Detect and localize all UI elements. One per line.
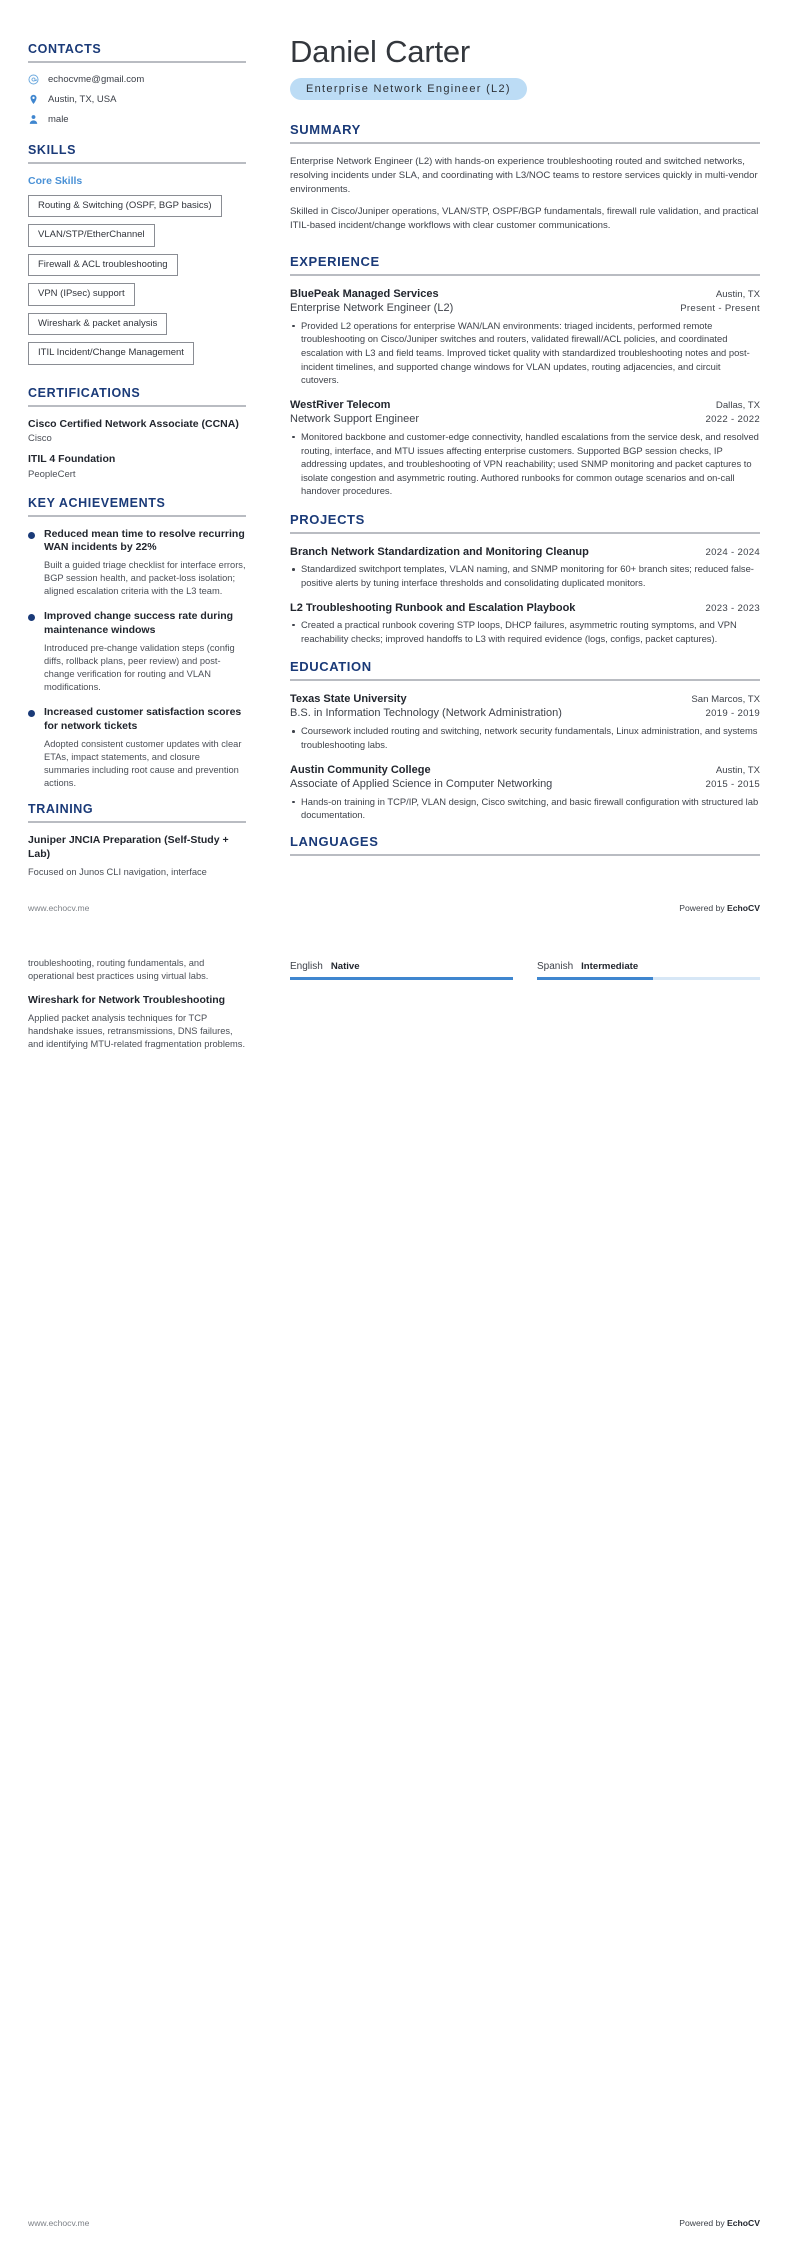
- achievement-description: Built a guided triage checklist for interface errors, BGP session health, and packet-loss isolation; aligned escalation criteria with the L3 team.: [44, 559, 246, 597]
- person-icon: [28, 114, 39, 125]
- section-divider: [290, 142, 760, 144]
- language-progress-track: [537, 977, 760, 980]
- skill-chip: Firewall & ACL troubleshooting: [28, 254, 178, 276]
- bullet-item: Hands-on training in TCP/IP, VLAN design, Cisco switching, and basic firewall configuration with structured lab documentation.: [290, 795, 760, 822]
- skill-chip: Wireshark & packet analysis: [28, 313, 167, 335]
- experience-bullets: [290, 319, 760, 387]
- location-pin-icon: [28, 94, 39, 105]
- footer-site: www.echocv.me: [28, 902, 90, 913]
- footer-powered-label: Powered by: [679, 2218, 728, 2228]
- achievement-description: Adopted consistent customer updates with clear ETAs, impact statements, and closure summaries including root cause and prevention actions.: [44, 738, 242, 789]
- footer-brand-name: EchoCV: [727, 2218, 760, 2228]
- language-name: Spanish: [537, 960, 574, 972]
- bullet-item: Coursework included routing and switching, network security fundamentals, Linux administration, and systems troubleshooting labs.: [290, 724, 760, 751]
- experience-title: Enterprise Network Engineer (L2): [290, 301, 454, 314]
- section-divider: [290, 679, 760, 681]
- contact-gender: [28, 114, 246, 125]
- skill-chip: ITIL Incident/Change Management: [28, 342, 194, 364]
- language-progress-fill: [290, 977, 513, 980]
- section-divider: [28, 405, 246, 407]
- sidebar: [0, 0, 268, 879]
- section-languages: [290, 834, 760, 856]
- email-icon: [28, 74, 39, 85]
- languages-heading: LANGUAGES: [290, 833, 379, 849]
- language-item: [290, 961, 513, 980]
- training-description: Focused on Junos CLI navigation, interface: [28, 866, 207, 877]
- section-education: [290, 659, 760, 822]
- skill-chip-list: [28, 195, 246, 372]
- certifications-heading: CERTIFICATIONS: [28, 385, 141, 400]
- summary-heading: SUMMARY: [290, 121, 361, 137]
- language-level: Intermediate: [581, 960, 639, 972]
- achievements-heading: KEY ACHIEVEMENTS: [28, 495, 166, 510]
- header-block: [290, 36, 760, 100]
- achievement-description: Introduced pre-change validation steps (config diffs, rollback plans, peer review) and post-change verification for routing and VLAN modifications.: [44, 642, 235, 693]
- education-location: San Marcos, TX: [691, 694, 760, 706]
- experience-heading: EXPERIENCE: [290, 253, 380, 269]
- experience-company: WestRiver Telecom: [290, 398, 391, 411]
- skill-chip: VLAN/STP/EtherChannel: [28, 224, 155, 246]
- achievement-item: [28, 610, 246, 694]
- language-progress-fill: [537, 977, 653, 980]
- section-contacts: [28, 42, 246, 125]
- experience-location: Austin, TX: [715, 288, 760, 300]
- education-dates: 2019 - 2019: [705, 708, 760, 720]
- sidebar-continued: [0, 957, 268, 1052]
- projects-heading: PROJECTS: [290, 512, 365, 528]
- education-item: [290, 763, 760, 822]
- training-item: [28, 994, 246, 1051]
- page-footer: [0, 903, 794, 913]
- section-certifications: [28, 386, 246, 480]
- footer-brand-name: EchoCV: [727, 902, 760, 913]
- certification-name: Cisco Certified Network Associate (CCNA): [28, 417, 239, 430]
- education-item: [290, 692, 760, 751]
- training-description-continued: troubleshooting, routing fundamentals, and operational best practices using virtual labs.: [28, 957, 209, 982]
- bullet-dot-icon: [28, 532, 35, 539]
- bullet-dot-icon: [28, 710, 35, 717]
- certification-org: Cisco: [28, 433, 52, 445]
- section-divider: [290, 274, 760, 276]
- training-description: Applied packet analysis techniques for TCP handshake issues, retransmissions, DNS failures, and identifying MTU-related fragmentation problems.: [28, 1012, 246, 1050]
- training-title: Wireshark for Network Troubleshooting: [28, 994, 226, 1007]
- language-name: English: [290, 960, 323, 972]
- summary-paragraph: Enterprise Network Engineer (L2) with hands-on experience troubleshooting routed and switched networks, resolving incidents under SLA, and coordinating with L3/NOC teams to restore services quickly in multi-vendor environments.: [290, 155, 758, 196]
- contact-location: [28, 94, 246, 105]
- role-badge: Enterprise Network Engineer (L2): [290, 78, 527, 100]
- experience-bullets: [290, 430, 760, 498]
- certification-name: ITIL 4 Foundation: [28, 453, 116, 466]
- contacts-heading: CONTACTS: [28, 42, 102, 56]
- education-degree: B.S. in Information Technology (Network Administration): [290, 707, 562, 720]
- languages-list: [290, 961, 760, 980]
- experience-item: [290, 398, 760, 498]
- section-key-achievements: [28, 496, 246, 791]
- experience-dates: 2022 - 2022: [705, 414, 760, 426]
- experience-title: Network Support Engineer: [290, 413, 420, 426]
- resume-sheet-1: [0, 0, 794, 913]
- page-title: Daniel Carter: [290, 34, 471, 69]
- experience-company: BluePeak Managed Services: [290, 287, 439, 300]
- section-training: [28, 802, 246, 878]
- education-bullets: [290, 795, 760, 822]
- project-bullets: [290, 618, 760, 645]
- training-title: Juniper JNCIA Preparation (Self-Study + Lab): [28, 834, 229, 861]
- skill-chip: Routing & Switching (OSPF, BGP basics): [28, 195, 222, 217]
- section-divider: [290, 854, 760, 856]
- contact-gender-value: male: [48, 114, 69, 125]
- resume-sheet-2: [0, 957, 794, 1052]
- education-bullets: [290, 724, 760, 751]
- project-name: Branch Network Standardization and Monitoring Cleanup: [290, 546, 589, 559]
- experience-dates: Present - Present: [680, 302, 760, 314]
- project-dates: 2024 - 2024: [705, 547, 760, 559]
- education-dates: 2015 - 2015: [705, 778, 760, 790]
- achievement-title: Increased customer satisfaction scores for network tickets: [44, 706, 242, 733]
- project-dates: 2023 - 2023: [705, 602, 760, 614]
- footer-powered-label: Powered by: [679, 902, 728, 913]
- skill-chip: VPN (IPsec) support: [28, 283, 135, 305]
- section-divider: [290, 532, 760, 534]
- skills-group-title: Core Skills: [28, 175, 83, 187]
- education-school: Texas State University: [290, 693, 407, 706]
- education-school: Austin Community College: [290, 763, 431, 776]
- experience-item: [290, 287, 760, 387]
- section-projects: [290, 512, 760, 645]
- project-bullets: [290, 562, 760, 589]
- footer-brand: [679, 2218, 760, 2228]
- section-divider: [28, 515, 246, 517]
- training-item-continued: [28, 957, 246, 983]
- bullet-item: Created a practical runbook covering STP loops, DHCP failures, asymmetric routing symptoms, and VPN reachability checks; improved handoffs to L3 with required evidence (logs, configs, packet captures).: [290, 618, 760, 645]
- section-divider: [28, 821, 246, 823]
- page-footer-bottom: [0, 2218, 794, 2228]
- bullet-item: Monitored backbone and customer-edge connectivity, handled escalations from the service desk, and resolved routing, interface, and MTU issues affecting enterprise customers. Supported BGP session checks, IP addressing updates, and troubleshooting of VPN reachability; used SNMP monitoring and packet captures to isolate congestion and asymmetric routing. Authored runbooks for common outage scenarios and on-call handover procedures.: [290, 430, 760, 498]
- certification-item: [28, 453, 246, 479]
- section-skills: [28, 143, 246, 372]
- certification-org: PeopleCert: [28, 468, 76, 480]
- achievement-item: [28, 528, 246, 599]
- education-heading: EDUCATION: [290, 659, 372, 675]
- bullet-item: Provided L2 operations for enterprise WAN/LAN environments: triaged incidents, performed remote troubleshooting on Cisco/Juniper switches and routers, validated firewall/ACL policies, and coordinated escalation with L3 and field teams. Improved ticket quality with standardized troubleshooting notes and post-incident timelines, and supported change windows for VLAN updates, routing adjacencies, and circuit cutovers.: [290, 319, 760, 387]
- contact-email[interactable]: [28, 74, 246, 85]
- summary-paragraph: Skilled in Cisco/Juniper operations, VLAN/STP, OSPF/BGP fundamentals, firewall rule validation, and practical ITIL-based incident/change workflows with clear customer communications.: [290, 205, 759, 232]
- project-item: [290, 601, 760, 646]
- experience-location: Dallas, TX: [715, 399, 760, 411]
- language-item: [537, 961, 760, 980]
- achievement-title: Reduced mean time to resolve recurring WAN incidents by 22%: [44, 527, 245, 554]
- project-name: L2 Troubleshooting Runbook and Escalation Playbook: [290, 601, 576, 614]
- section-experience: [290, 254, 760, 499]
- footer-brand: [679, 903, 760, 913]
- training-heading: TRAINING: [28, 802, 94, 817]
- skills-heading: SKILLS: [28, 143, 77, 157]
- language-progress-track: [290, 977, 513, 980]
- education-location: Austin, TX: [715, 764, 760, 776]
- certification-item: [28, 418, 246, 444]
- project-item: [290, 545, 760, 590]
- achievement-title: Improved change success rate during maintenance windows: [44, 610, 234, 636]
- training-item: [28, 834, 246, 878]
- contact-email-value: echocvme@gmail.com: [48, 74, 145, 85]
- contact-location-value: Austin, TX, USA: [48, 94, 117, 105]
- achievement-item: [28, 706, 246, 790]
- section-divider: [28, 162, 246, 164]
- main-content: [268, 0, 794, 867]
- bullet-dot-icon: [28, 614, 35, 621]
- footer-site: www.echocv.me: [28, 2218, 90, 2228]
- section-divider: [28, 61, 246, 63]
- language-level: Native: [330, 960, 360, 972]
- bullet-item: Standardized switchport templates, VLAN naming, and SNMP monitoring for 60+ branch sites; reduced false-positive alerts by tuning interface thresholds and consolidating duplicated monitors.: [290, 562, 760, 589]
- main-content-continued: [268, 957, 794, 980]
- education-degree: Associate of Applied Science in Computer Networking: [290, 777, 553, 790]
- section-summary: [290, 122, 760, 234]
